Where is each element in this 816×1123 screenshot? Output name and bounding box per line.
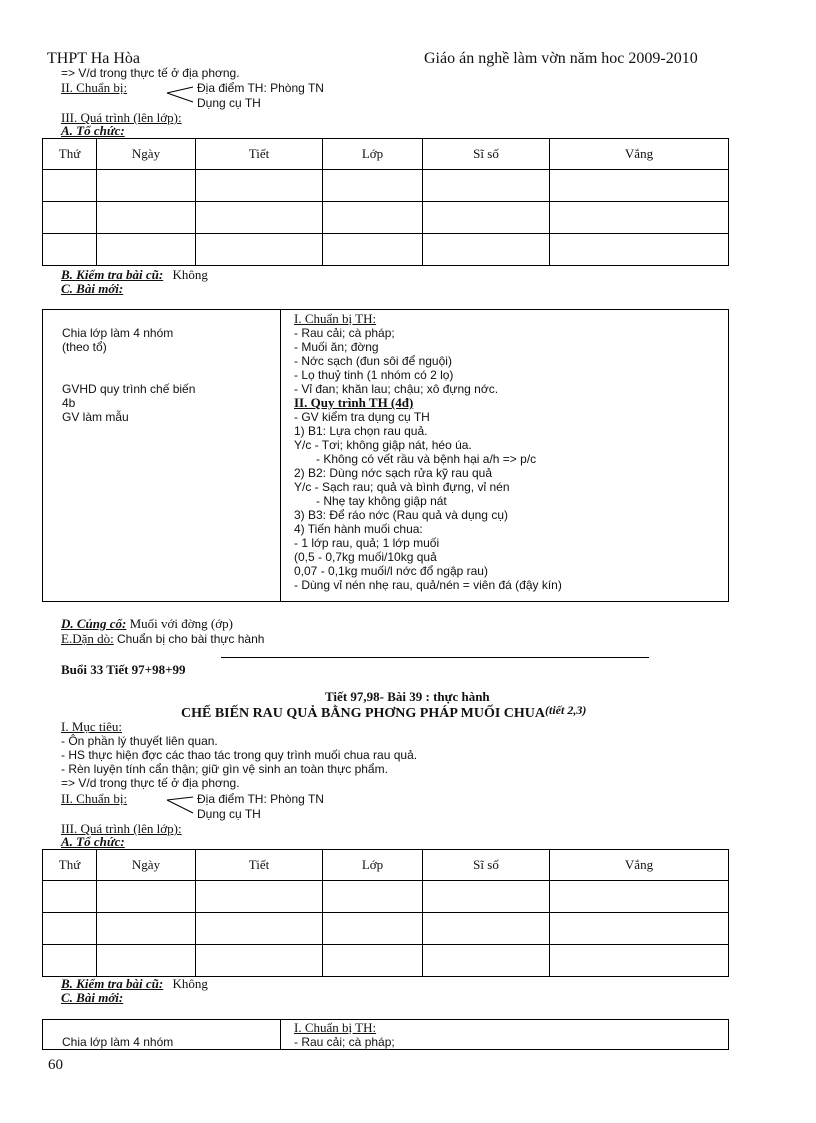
content-line: Y/c - Tơi; không giập nát, héo úa.: [294, 438, 472, 452]
org-heading: A. Tổ chức:: [61, 123, 125, 138]
goal-item: - HS thực hiện đợc các thao tác trong quy trình muối chua rau quả.: [61, 748, 418, 762]
activity-line: GVHD quy trình chế biến: [62, 382, 196, 396]
table-row: [43, 881, 729, 913]
lesson2-title-suffix: (tiết 2,3): [545, 703, 587, 717]
col-header: Lớp: [323, 139, 423, 170]
check2-label: B. Kiểm tra bài cũ:: [61, 976, 164, 991]
check-old-lesson: [61, 268, 208, 282]
process-heading: III. Quá trình (lên lớp):: [61, 110, 182, 125]
col-header: Thứ: [43, 850, 97, 881]
separator-line: [221, 657, 649, 658]
content-line: - Vỉ đan; khăn lau; chậu; xô đựng nớc.: [294, 382, 499, 396]
col-header: Sĩ số: [423, 850, 550, 881]
col-header: Ngày: [97, 139, 196, 170]
content-line: 1) B1: Lựa chọn rau quả.: [294, 424, 428, 438]
goal-item: => V/d trong thực tế ở địa phơng.: [61, 776, 240, 790]
table-row: [43, 202, 729, 234]
content-line: 4) Tiến hành muối chua:: [294, 522, 423, 536]
lesson2-main-title: [181, 703, 587, 721]
consolidate-value: Muối với đờng (ớp): [129, 616, 233, 631]
activity-line: Chia lớp làm 4 nhóm: [62, 326, 174, 340]
column-divider: [280, 310, 281, 601]
col-header: Ngày: [97, 850, 196, 881]
homework-label: E.Dặn dò:: [61, 631, 114, 646]
prep-heading: II. Chuẩn bị:: [61, 80, 128, 95]
table-row: [43, 913, 729, 945]
activity-line: [62, 354, 195, 368]
goal-item: - Rèn luyện tính cẩn thận; giữ gìn vệ sinh an toàn thực phẩm.: [61, 762, 388, 776]
column-divider: [280, 1020, 281, 1049]
consolidate-line: [61, 617, 233, 631]
goal-item: - Ôn phần lý thuyết liên quan.: [61, 734, 218, 748]
content-column: [294, 1021, 395, 1049]
attendance-table-2: [42, 849, 729, 977]
goal-heading: I. Mục tiêu:: [61, 719, 123, 734]
prep2-tools: Dụng cụ TH: [197, 807, 261, 821]
check-value: Không: [172, 267, 208, 282]
activity-line: 4b: [62, 396, 76, 410]
prep2-brace-lines: [165, 794, 195, 816]
content-line: - Muối ăn; đờng: [294, 340, 379, 354]
attendance-table: [42, 138, 729, 266]
content-column: [294, 312, 562, 592]
col-header: Vắng: [550, 139, 729, 170]
lesson2-title-line: [325, 690, 490, 704]
process2-heading: III. Quá trình (lên lớp):: [61, 821, 182, 836]
content-line: - Dùng vỉ nén nhẹ rau, quả/nén = viên đá (đậy kín): [294, 578, 562, 592]
content-line: - Không có vết rầu và bệnh hại a/h => p/c: [316, 452, 537, 466]
content-line: - 1 lớp rau, quả; 1 lớp muối: [294, 536, 440, 550]
homework-value: Chuẩn bị cho bài thực hành: [116, 632, 265, 646]
school-name: THPT Ha Hòa: [47, 50, 141, 67]
content-line: - Nớc sạch (đun sôi để nguội): [294, 354, 452, 368]
table-row: [43, 170, 729, 202]
new-lesson-heading: C. Bài mới:: [61, 281, 124, 296]
content-line: Y/c - Sạch rau; quả và bình đựng, vỉ nén: [294, 480, 510, 494]
prep-th-heading: I. Chuẩn bị TH:: [294, 311, 377, 326]
prep-brace-lines: [165, 83, 195, 105]
content-line: 3) B3: Để ráo nớc (Rau quả và dụng cụ): [294, 508, 508, 522]
teacher-activity-column: [62, 326, 195, 424]
vd-line: => V/d trong thực tế ở địa phơng.: [61, 66, 240, 80]
document-title: Giáo án nghề làm vờn năm hoc 2009-2010: [424, 50, 698, 67]
content-line: - Rau cải; cà pháp;: [294, 326, 395, 340]
col-header: Tiết: [196, 139, 323, 170]
prep-location: Địa điểm TH: Phòng TN: [197, 81, 324, 95]
session-label: Buổi 33 Tiết 97+98+99: [61, 662, 186, 677]
check-label: B. Kiểm tra bài cũ:: [61, 267, 164, 282]
content-line: 2) B2: Dùng nớc sạch rửa kỹ rau quả: [294, 466, 492, 480]
check2-old-lesson: [61, 977, 208, 991]
activity-line: GV làm mẫu: [62, 410, 129, 424]
col-header: Lớp: [323, 850, 423, 881]
col-header: Sĩ số: [423, 139, 550, 170]
lesson2-title-text: Tiết 97,98- Bài 39 : thực hành: [325, 689, 490, 704]
table-header-row: [43, 850, 729, 881]
activity-line: Chia lớp làm 4 nhóm: [62, 1035, 174, 1049]
table-header-row: [43, 139, 729, 170]
lesson2-title-main: CHẾ BIẾN RAU QUẢ BẰNG PHƠNG PHÁP MUỐI CHUA: [181, 706, 546, 721]
content-line: - Nhẹ tay không giập nát: [316, 494, 447, 508]
prep-th-heading-2: I. Chuẩn bị TH:: [294, 1020, 377, 1035]
lesson-activity-box: [42, 309, 729, 602]
col-header: Thứ: [43, 139, 97, 170]
activity-line: (theo tổ): [62, 340, 107, 354]
col-header: Tiết: [196, 850, 323, 881]
prep-tools: Dụng cụ TH: [197, 96, 261, 110]
goal-list: [61, 734, 417, 790]
table-row: [43, 945, 729, 977]
content-line: - Rau cải; cà pháp;: [294, 1035, 395, 1049]
content-line: (0,5 - 0,7kg muối/10kg quả: [294, 550, 437, 564]
content-line: - GV kiểm tra dụng cụ TH: [294, 410, 430, 424]
col-header: Vắng: [550, 850, 729, 881]
prep2-heading: II. Chuẩn bị:: [61, 791, 128, 806]
content-line: 0,07 - 0,1kg muối/l nớc đổ ngập rau): [294, 564, 488, 578]
org2-heading: A. Tổ chức:: [61, 834, 125, 849]
new-lesson2-heading: C. Bài mới:: [61, 990, 124, 1005]
homework-line: [61, 632, 264, 646]
page-number: 60: [48, 1057, 63, 1073]
prep2-location: Địa điểm TH: Phòng TN: [197, 792, 324, 806]
activity-line: [62, 368, 195, 382]
check2-value: Không: [172, 976, 208, 991]
content-line: - Lọ thuỷ tinh (1 nhóm có 2 lọ): [294, 368, 454, 382]
table-row: [43, 234, 729, 266]
consolidate-label: D. Củng cố:: [61, 616, 127, 631]
lesson-activity-box-2: [42, 1019, 729, 1050]
procedure-heading: II. Quy trình TH (4đ): [294, 395, 414, 410]
